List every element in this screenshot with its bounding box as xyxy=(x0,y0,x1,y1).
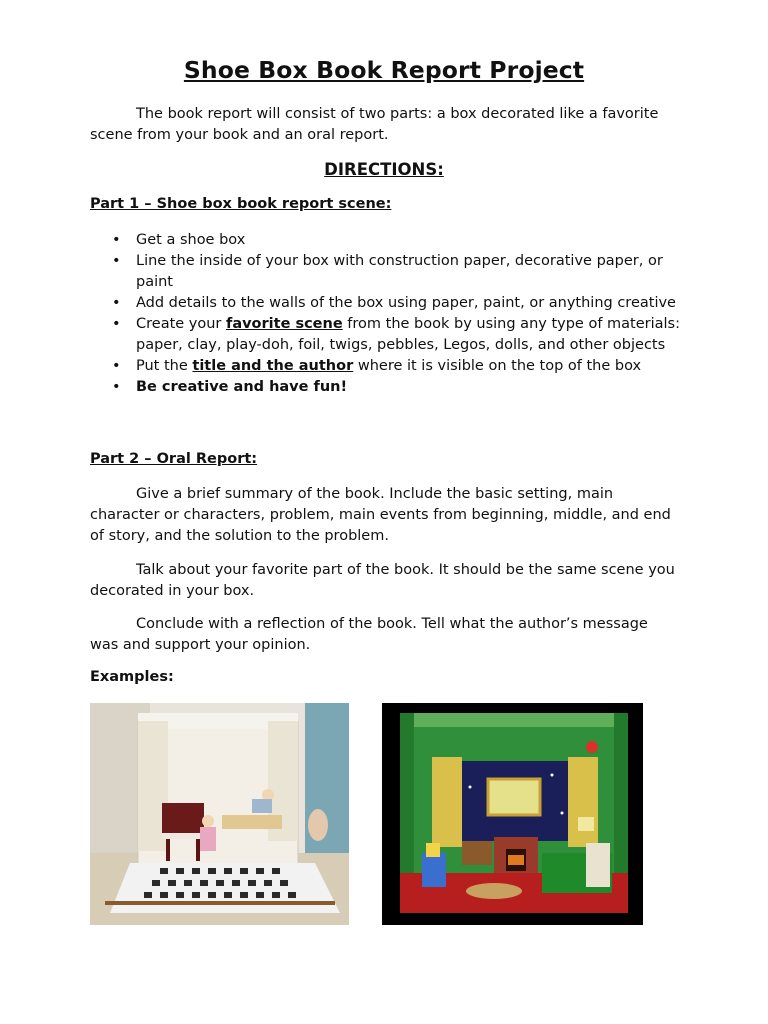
examples-label: Examples: xyxy=(90,669,174,685)
example-photo-left xyxy=(90,703,349,925)
example-photo-right xyxy=(382,703,643,925)
emphasis-favorite-scene: favorite scene xyxy=(226,316,343,332)
list-item: • Create your favorite scene from the book by using any type of materials: paper, clay, play-doh, foil, twigs, pebbles, Legos, dolls, and other objects xyxy=(90,314,680,356)
part1-heading: Part 1 – Shoe box book report scene: xyxy=(90,196,392,212)
part1-list xyxy=(90,230,680,398)
list-item: • Add details to the walls of the box using paper, paint, or anything creative xyxy=(90,293,680,314)
part2-paragraph-2: Talk about your favorite part of the book. It should be the same scene you decorated in your box. xyxy=(90,562,675,599)
directions-heading: DIRECTIONS: xyxy=(324,160,444,179)
list-item: • Line the inside of your box with construction paper, decorative paper, or paint xyxy=(90,251,680,293)
page-title: Shoe Box Book Report Project xyxy=(183,56,585,84)
part2-paragraph-1: Give a brief summary of the book. Include the basic setting, main character or characters, problem, main events from beginning, middle, and end of story, and the solution to the problem. xyxy=(90,486,671,544)
part2-heading: Part 2 – Oral Report: xyxy=(90,451,258,467)
emphasis-title-author: title and the author xyxy=(192,358,354,374)
part2-paragraph-3: Conclude with a reflection of the book. Tell what the author’s message was and support your opinion. xyxy=(90,616,648,653)
intro-paragraph: The book report will consist of two parts: a box decorated like a favorite scene from your book and an oral report. xyxy=(90,106,659,143)
list-item: • Get a shoe box xyxy=(90,230,680,251)
list-item: • Put the title and the author where it is visible on the top of the box xyxy=(90,356,680,377)
list-item: • Be creative and have fun! xyxy=(90,377,680,398)
